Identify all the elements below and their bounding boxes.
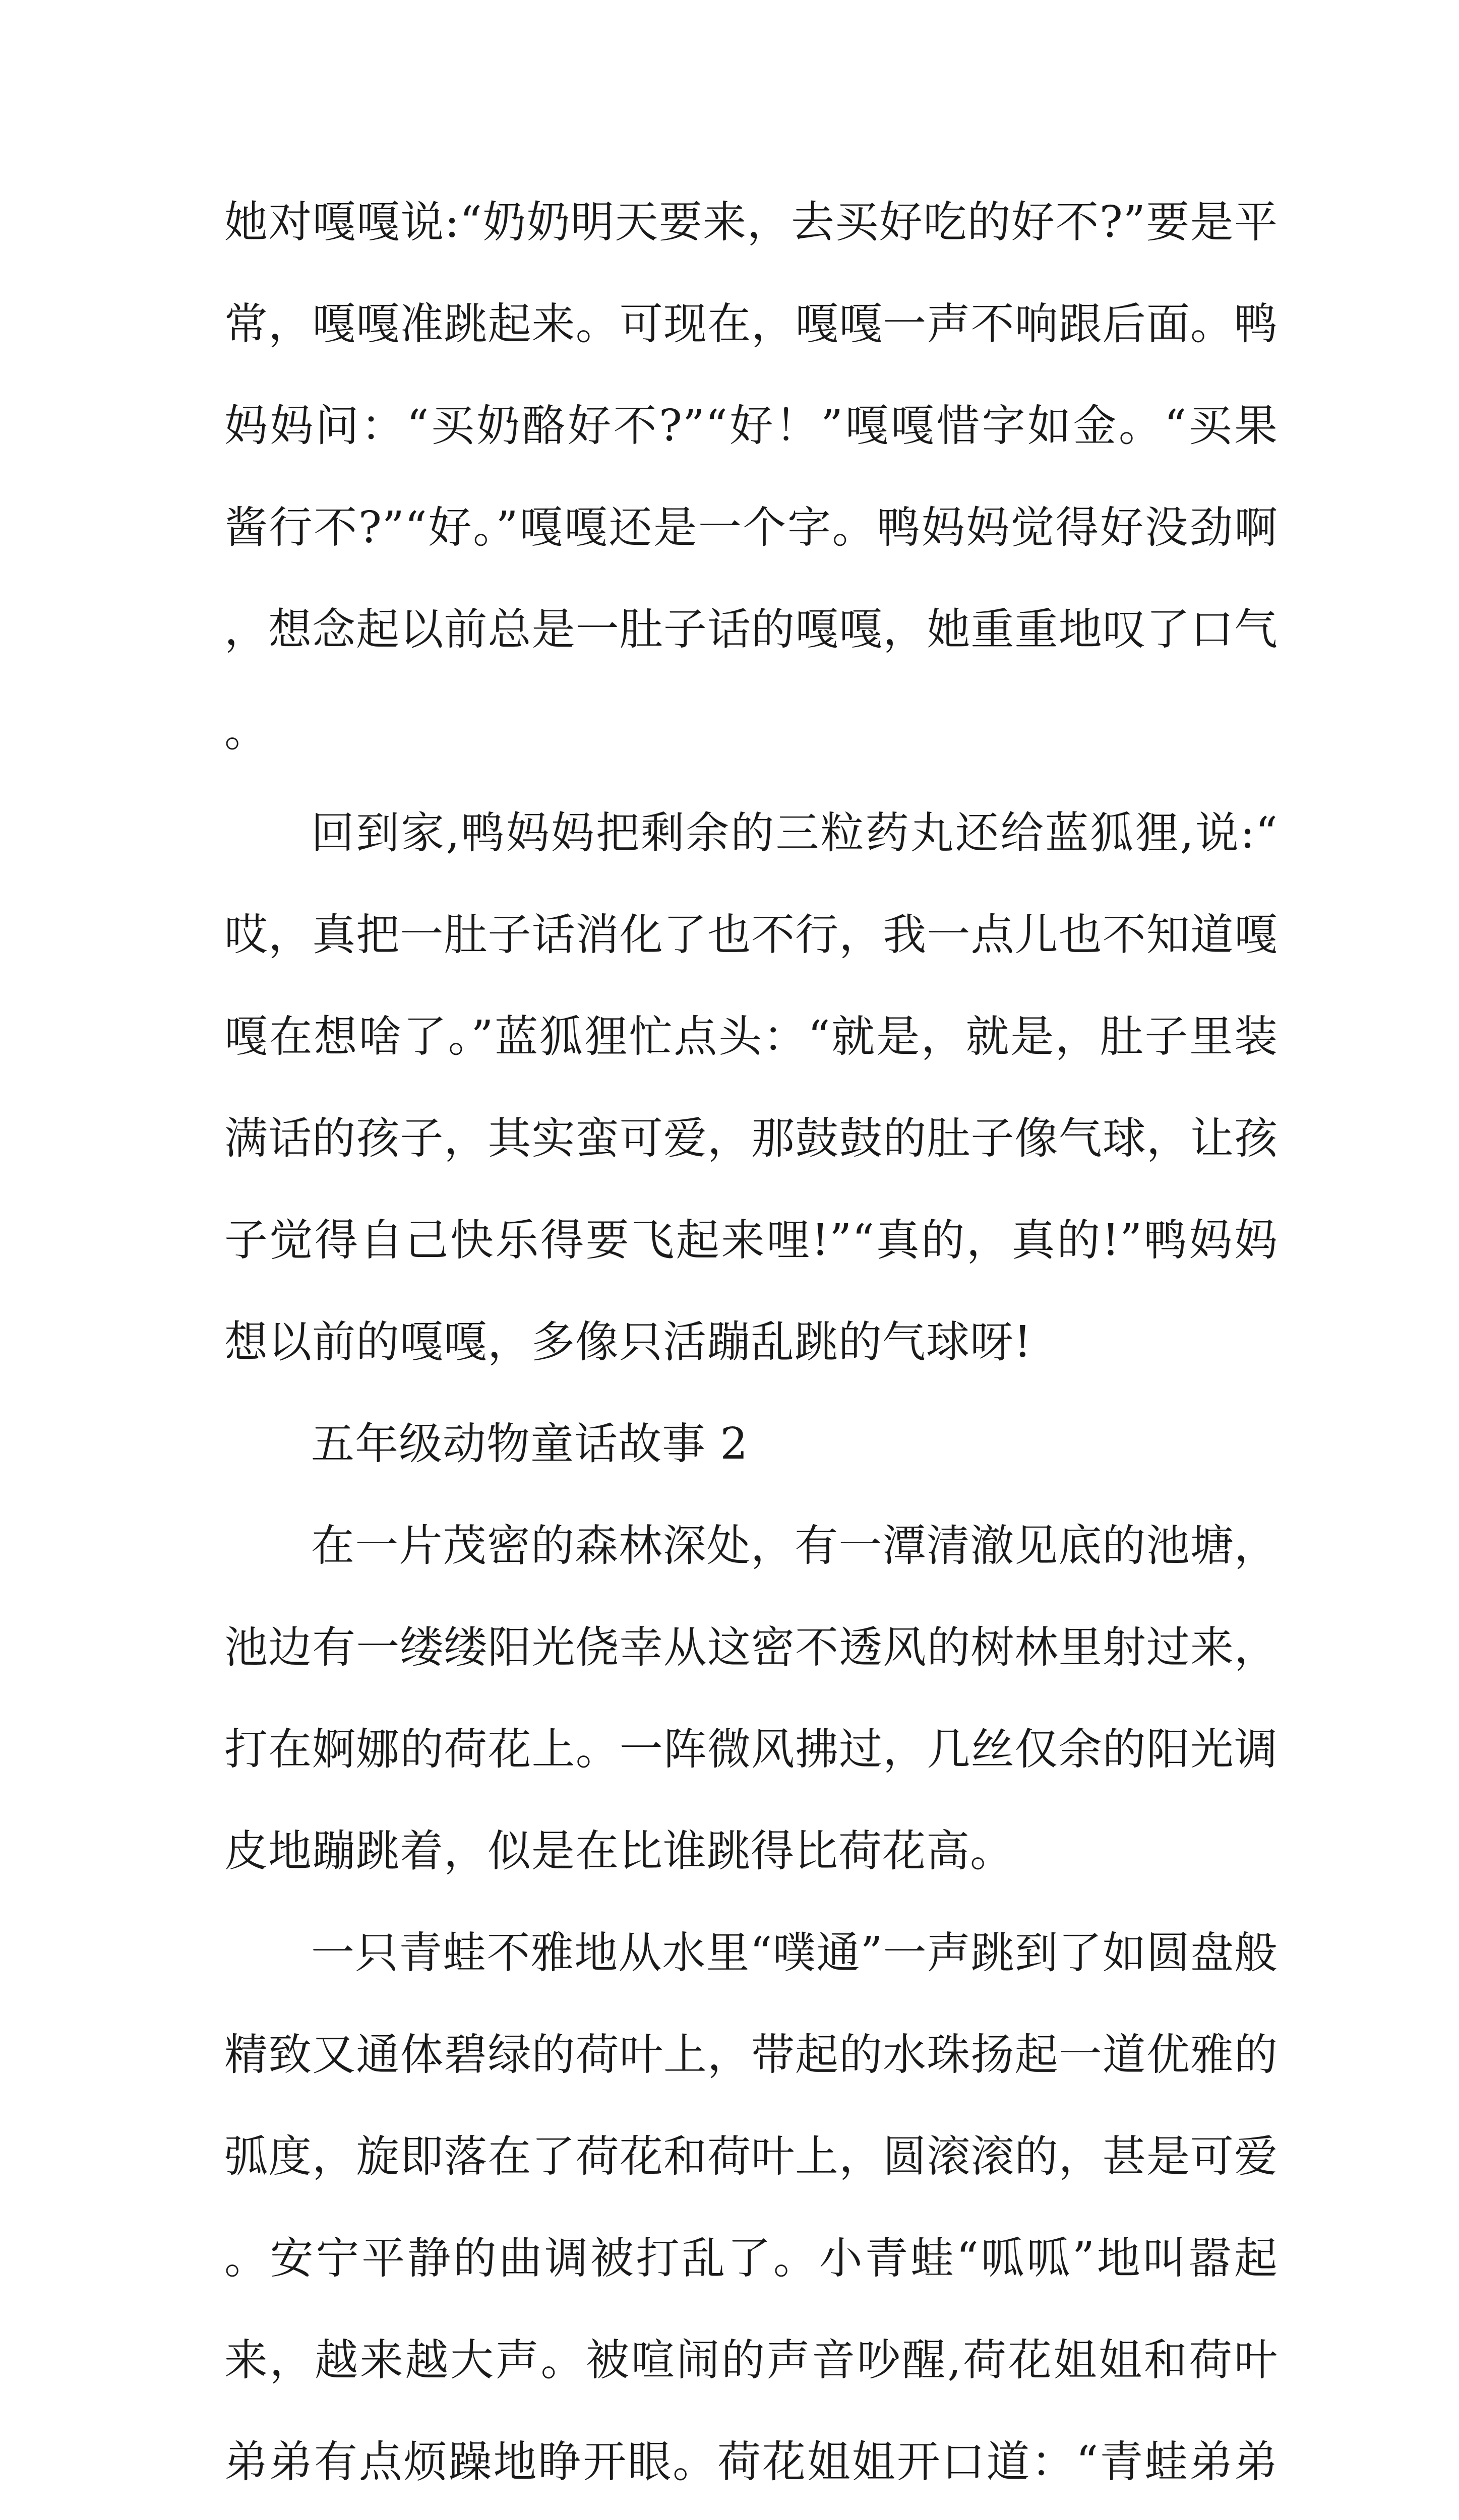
- paragraph-2: 回到家,鸭妈妈把剩余的三粒药丸还给蓝狐狸,说:“哎，真把一肚子话消化了也不行，我一点儿也不知道嘎嘎在想啥了。”蓝狐狸忙点头：“就是，就是，肚子里装满话的孩子，其实蛮可爱，那鼓鼓的肚子像气球，让孩子觉得自己快乐得要飞起来哩!”“真的，真的!”鸭妈妈想以前的嘎嘎，多像只活蹦乱跳的气球呀!: [224, 808, 1278, 1367]
- paragraph-3: 在一片茂密的森林深处，有一潭清澈见底的池塘，池边有一缕缕阳光侥幸从这密不透风的树林里射过来，打在婀娜的荷花上。一阵微风拂过，几丝仅余的阳光调皮地蹦跳着，似是在比谁跳得比荷花高。: [224, 1521, 1278, 1876]
- document-body: [224, 171, 1278, 2520]
- paragraph-4: 一只青蛙不雅地从水里“噗通”一声跳到了如圆盘般精致又通体碧绿的荷叶上，带起的水珠扬起一道优雅的弧度，旋即落在了荷花和荷叶上，圆滚滚的，甚是可爱。安宁平静的曲调被打乱了。小青蛙“呱呱”地叫嚣起来，越来越大声。被喧闹的声音吵醒,荷花姐姐和荷叶弟弟有点烦躁地睁开眼。荷花姐姐开口道：“青蛙弟弟: [224, 1928, 1278, 2487]
- paragraph-1: 她对嘎嘎说:“奶奶明天要来，去买好吃的好不?”要是平常，嘎嘎准跳起来。可现在，嘎嘎一声不响跟后面。鸭妈妈问：“买奶酪好不?”“好！”嘎嘎惜字如金。“买果酱行不?”“好。”嘎嘎还是一个字。鸭妈妈觉得好没劲啊，想念起以前总是一肚子话的嘎嘎，她重重地叹了口气。: [224, 197, 1278, 757]
- section-title: 五年级动物童话故事 2: [311, 1419, 749, 1469]
